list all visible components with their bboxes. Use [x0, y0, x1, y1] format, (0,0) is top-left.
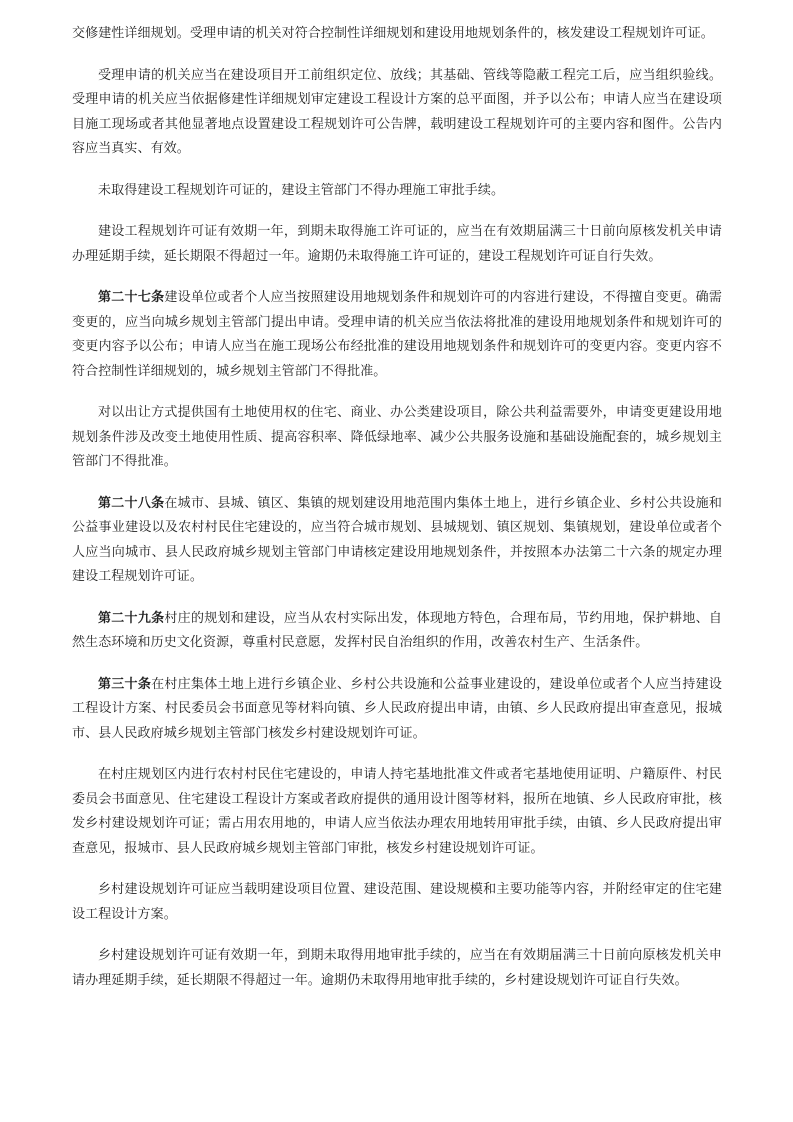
article-number: 第二十八条	[98, 495, 165, 511]
paragraph-8	[72, 673, 722, 747]
paragraph-text: 乡村建设规划许可证有效期一年，到期未取得用地审批手续的，应当在有效期届满三十日前向原核发机关申请办理延期手续，延长期限不得超过一年。逾期仍未取得用地审批手续的，乡村建设规划许可证自行失效。	[72, 948, 722, 988]
paragraph-9	[72, 763, 722, 861]
paragraph-5	[72, 401, 722, 475]
article-number: 第三十条	[98, 676, 152, 692]
paragraph-text: 村庄的规划和建设，应当从农村实际出发，体现地方特色，合理布局，节约用地，保护耕地、自然生态环境和历史文化资源，尊重村民意愿，发挥村民自治组织的作用，改善农村生产、生活条件。	[72, 610, 722, 650]
paragraph-0	[72, 22, 722, 47]
article-number: 第二十七条	[98, 290, 165, 305]
paragraph-4	[72, 286, 722, 384]
paragraph-text: 在城市、县城、镇区、集镇的规划建设用地范围内集体土地上，进行乡镇企业、乡村公共设施和公益事业建设以及农村村民住宅建设的，应当符合城市规划、县城规划、镇区规划、集镇规划，建设单位或者个人应当向城市、县人民政府城乡规划主管部门申请核定建设用地规划条件，并按照本办法第二十六条的规定办理建设工程规划许可证。	[72, 495, 722, 584]
paragraph-6	[72, 492, 722, 590]
paragraph-10	[72, 878, 722, 927]
document-page	[72, 22, 722, 1010]
paragraph-text: 交修建性详细规划。受理申请的机关对符合控制性详细规划和建设用地规划条件的，核发建设工程规划许可证。	[72, 26, 714, 41]
paragraph-text: 建设单位或者个人应当按照建设用地规划条件和规划许可的内容进行建设，不得擅自变更。确需变更的，应当向城乡规划主管部门提出申请。受理申请的机关应当依法将批准的建设用地规划条件和规划许可的变更内容予以公布；申请人应当在施工现场公布经批准的建设用地规划条件和规划许可的变更内容。变更内容不符合控制性详细规划的，城乡规划主管部门不得批准。	[72, 290, 722, 379]
paragraph-1	[72, 64, 722, 162]
article-number: 第二十九条	[98, 610, 165, 626]
paragraph-text: 受理申请的机关应当在建设项目开工前组织定位、放线；其基础、管线等隐蔽工程完工后，应当组织验线。受理申请的机关应当依据修建性详细规划审定建设工程设计方案的总平面图，并予以公布；申请人应当在建设项目施工现场或者其他显著地点设置建设工程规划许可公告牌，载明建设工程规划许可的主要内容和图件。公告内容应当真实、有效。	[72, 67, 722, 156]
paragraph-text: 在村庄集体土地上进行乡镇企业、乡村公共设施和公益事业建设的，建设单位或者个人应当持建设工程设计方案、村民委员会书面意见等材料向镇、乡人民政府提出申请，由镇、乡人民政府提出审查意见，报城市、县人民政府城乡规划主管部门核发乡村建设规划许可证。	[72, 676, 722, 741]
paragraph-3	[72, 220, 722, 269]
paragraph-text: 对以出让方式提供国有土地使用权的住宅、商业、办公类建设项目，除公共利益需要外，申请变更建设用地规划条件涉及改变土地使用性质、提高容积率、降低绿地率、减少公共服务设施和基础设施配套的，城乡规划主管部门不得批准。	[72, 405, 722, 469]
paragraph-2	[72, 179, 722, 204]
paragraph-text: 乡村建设规划许可证应当载明建设项目位置、建设范围、建设规模和主要功能等内容，并附经审定的住宅建设工程设计方案。	[72, 882, 722, 922]
paragraph-7	[72, 607, 722, 656]
paragraph-text: 建设工程规划许可证有效期一年，到期未取得施工许可证的，应当在有效期届满三十日前向原核发机关申请办理延期手续，延长期限不得超过一年。逾期仍未取得施工许可证的，建设工程规划许可证自行失效。	[72, 224, 722, 264]
paragraph-11	[72, 944, 722, 993]
paragraph-text: 未取得建设工程规划许可证的，建设主管部门不得办理施工审批手续。	[98, 182, 505, 198]
paragraph-text: 在村庄规划区内进行农村村民住宅建设的，申请人持宅基地批准文件或者宅基地使用证明、户籍原件、村民委员会书面意见、住宅建设工程设计方案或者政府提供的通用设计图等材料，报所在地镇、乡人民政府审批，核发乡村建设规划许可证；需占用农用地的，申请人应当依法办理农用地转用审批手续，由镇、乡人民政府提出审查意见，报城市、县人民政府城乡规划主管部门审批，核发乡村建设规划许可证。	[72, 767, 722, 856]
